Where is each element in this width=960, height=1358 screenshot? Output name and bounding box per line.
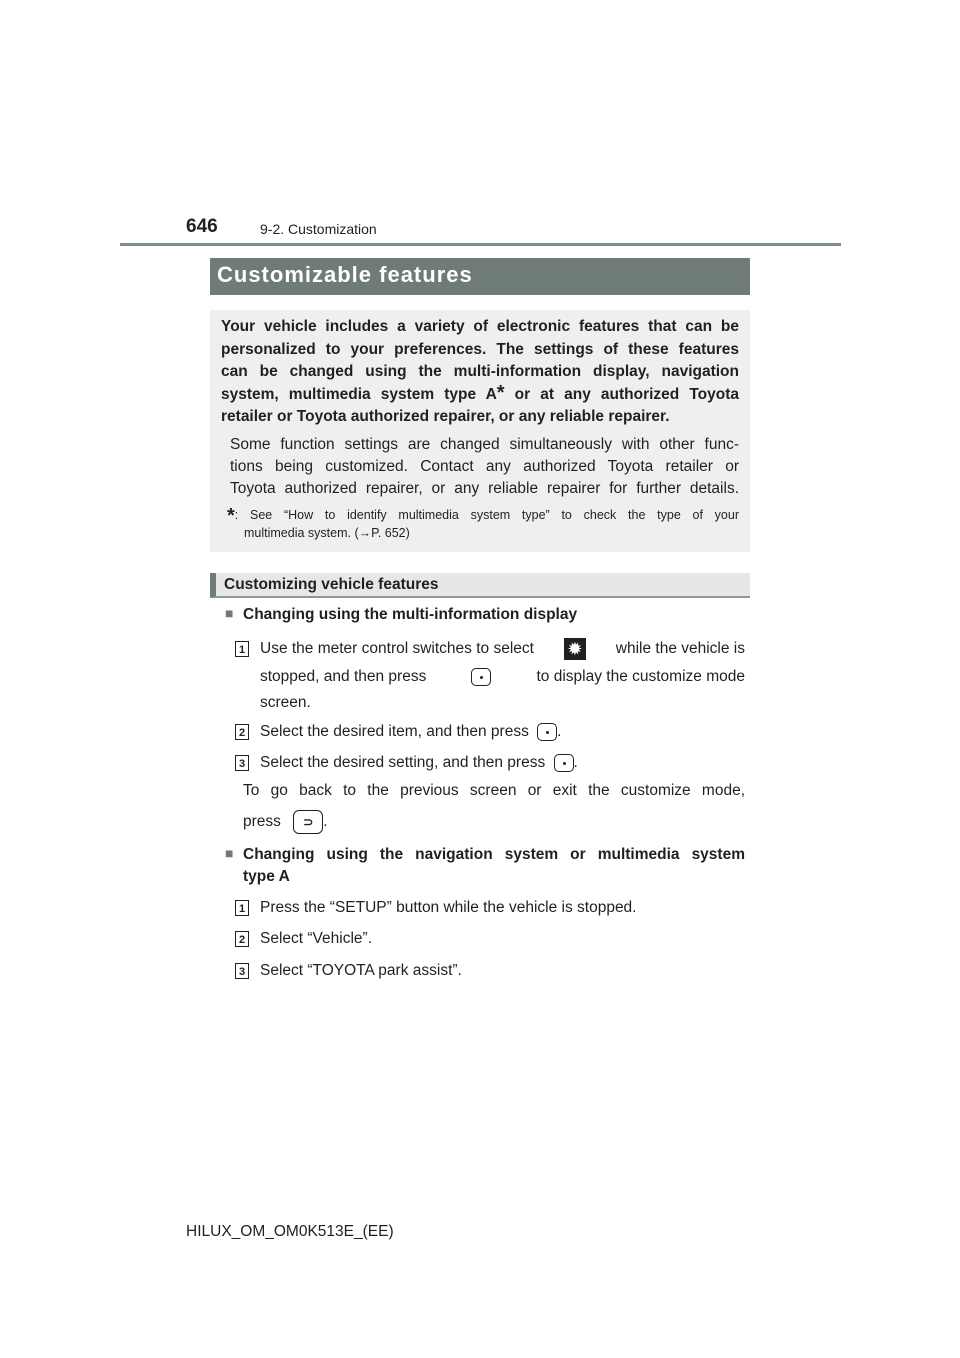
step-text — [260, 752, 578, 774]
step-number: 1 — [235, 900, 249, 916]
ok-button-icon — [471, 668, 491, 686]
intro-line: personalized to your preferences. The settings of these features — [221, 340, 739, 358]
back-instruction-part: press — [243, 813, 281, 831]
page-title: Customizable features — [217, 262, 473, 287]
document-code: HILUX_OM_OM0K513E_(EE) — [186, 1223, 394, 1240]
intro-line-part: system, multimedia system type A — [221, 385, 497, 403]
step-text-part: screen. — [260, 694, 311, 711]
note-line: tions being customized. Contact any authorized Toyota retailer or — [230, 458, 739, 475]
settings-gear-icon: ✹ — [564, 638, 586, 660]
step-text — [260, 721, 561, 743]
step-number: 2 — [235, 931, 249, 947]
step-number: 2 — [235, 724, 249, 740]
header-rule — [120, 243, 841, 246]
bullet-square: ■ — [225, 845, 234, 861]
intro-line: retailer or Toyota authorized repairer, or any reliable repairer. — [221, 408, 670, 425]
intro-line: can be changed using the multi-information display, navigation — [221, 363, 739, 380]
asterisk-marker: * — [496, 381, 505, 404]
back-button-icon: ⊃ — [293, 810, 323, 834]
intro-line-part: or at any authorized Toyota — [504, 385, 739, 403]
ok-button-icon — [554, 754, 574, 772]
footnote — [227, 506, 739, 526]
bullet-heading: Changing using the navigation system or multimedia system — [243, 846, 745, 863]
footnote-line: multimedia system. (→P. 652) — [244, 526, 410, 540]
bullet-heading: Changing using the multi-information display — [243, 606, 578, 623]
back-instruction-part: . — [323, 813, 328, 831]
step-text-part: Select the desired setting, and then press — [260, 754, 546, 771]
step-text: Select “TOYOTA park assist”. — [260, 962, 462, 979]
note-line: Some function settings are changed simultaneously with other func- — [230, 436, 739, 453]
step-text-part: Select the desired item, and then press — [260, 723, 529, 740]
subheading: Customizing vehicle features — [224, 576, 439, 593]
step-text-part: stopped, and then press — [260, 668, 427, 685]
step-text-part: . — [557, 723, 562, 740]
intro-line — [221, 381, 739, 407]
step-text-part: . — [573, 754, 578, 771]
step-text-part: while the vehicle is — [615, 640, 745, 657]
intro-line: Your vehicle includes a variety of electronic features that can be — [221, 318, 739, 335]
back-instruction — [243, 810, 328, 834]
ok-button-icon — [537, 723, 557, 741]
footnote-star: * — [227, 505, 235, 527]
back-instruction: To go back to the previous screen or exit the customize mode, — [243, 782, 745, 799]
subheading-bar — [210, 573, 750, 598]
intro-text — [221, 316, 739, 429]
step-number: 3 — [235, 963, 249, 979]
step-number: 3 — [235, 755, 249, 771]
bullet-square: ■ — [225, 605, 234, 621]
title-bar — [210, 258, 750, 295]
step-text — [260, 636, 745, 714]
page-number: 646 — [186, 216, 218, 237]
bullet-heading: type A — [243, 868, 290, 885]
section-label: 9-2. Customization — [260, 221, 377, 237]
intro-box — [210, 310, 750, 552]
step-text-part: to display the customize mode — [536, 668, 745, 685]
note-line: Toyota authorized repairer, or any reliable repairer for further details. — [230, 480, 739, 497]
intro-note — [230, 434, 739, 500]
footnote-line: : See “How to identify multimedia system type” to check the type of your — [234, 508, 739, 522]
step-text: Press the “SETUP” button while the vehicle is stopped. — [260, 899, 637, 916]
step-number: 1 — [235, 641, 249, 657]
step-text-part: Use the meter control switches to select — [260, 640, 534, 657]
step-text: Select “Vehicle”. — [260, 930, 372, 947]
